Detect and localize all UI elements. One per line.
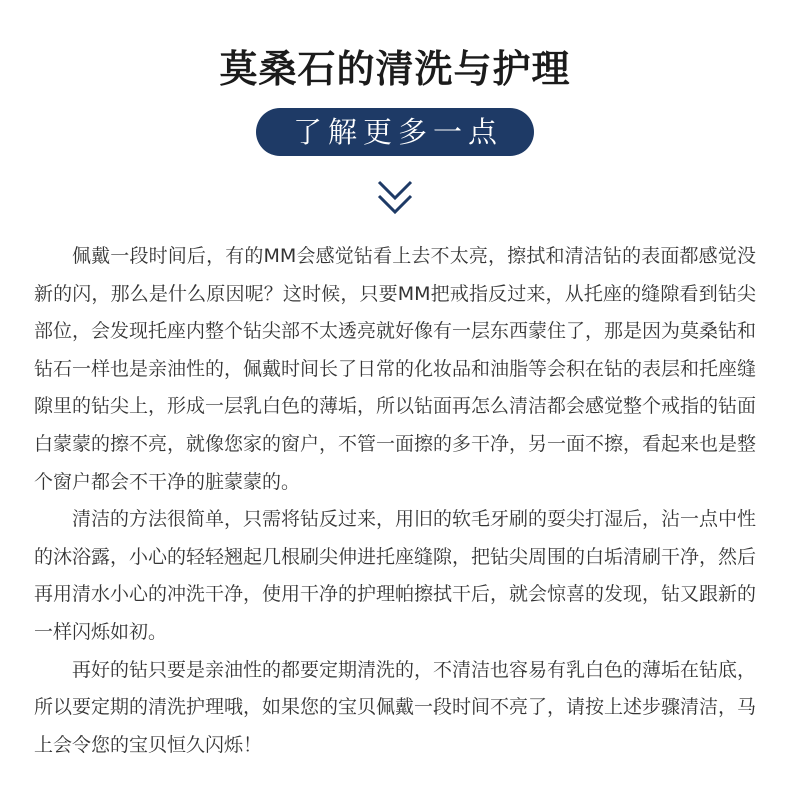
learn-more-badge: 了解更多一点	[256, 108, 534, 156]
double-chevron-down-icon	[377, 178, 413, 218]
paragraph-2: 清洁的方法很简单，只需将钻反过来，用旧的软毛牙刷的耍尖打湿后，沾一点中性的沐浴露，小心的轻轻翘起几根刷尖伸进托座缝隙，把钻尖周围的白垢清刷干净，然后再用清水小心的冲洗干净，使用干净的护理帕擦拭干后，就会惊喜的发现，钻又跟新的一样闪烁如初。	[34, 508, 757, 643]
article-body	[34, 238, 756, 764]
paragraph-3: 再好的钻只要是亲油性的都要定期清洗的，不清洁也容易有乳白色的薄垢在钻底，所以要定期的清洗护理哦，如果您的宝贝佩戴一段时间不亮了，请按上述步骤清洁，马上会令您的宝贝恒久闪烁！	[34, 658, 757, 756]
page-title: 莫桑石的清洗与护理	[219, 47, 571, 91]
paragraph-1: 佩戴一段时间后，有的MM会感觉钻看上去不太亮，擦拭和清洁钻的表面都感觉没新的闪，那么是什么原因呢？这时候，只要MM把戒指反过来，从托座的缝隙看到钻尖部位，会发现托座内整个钻尖部不太透亮就好像有一层东西蒙住了，那是因为莫桑钻和钻石一样也是亲油性的，佩戴时间长了日常的化妆品和油脂等会积在钻的表层和托座缝隙里的钻尖上，形成一层乳白色的薄垢，所以钻面再怎么清洁都会感觉整个戒指的钻面白蒙蒙的擦不亮，就像您家的窗户，不管一面擦的多干净，另一面不擦，看起来也是整个窗户都会不干净的脏蒙蒙的。	[34, 245, 757, 493]
